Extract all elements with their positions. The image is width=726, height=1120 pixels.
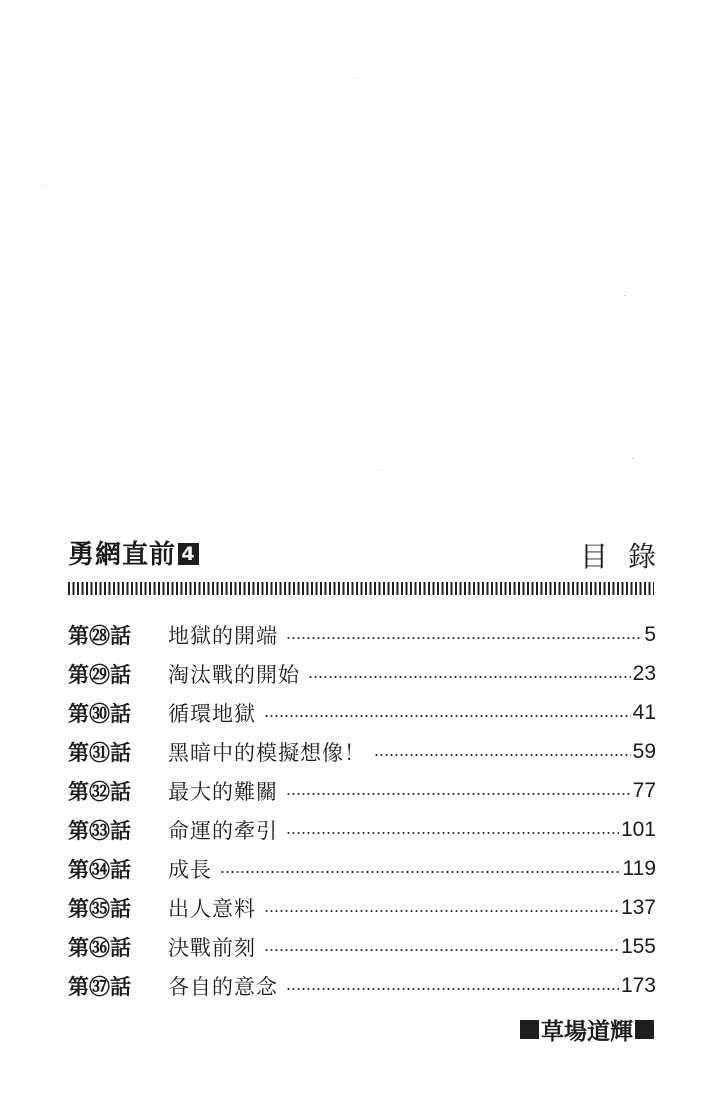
chapter-title: 地獄的開端 [168, 623, 278, 648]
scan-speck [382, 470, 383, 471]
chapter-title: 成長 [168, 857, 212, 882]
chapter-title: 循環地獄 [168, 701, 256, 726]
page-number: 101 [620, 817, 656, 841]
page-number: 77 [632, 778, 656, 802]
episode-number: 第㉚話 [68, 701, 131, 726]
episode-number: 第㉟話 [68, 896, 131, 921]
page-number: 41 [632, 700, 656, 724]
dot-leader [286, 987, 619, 991]
square-bullet-icon [635, 1020, 654, 1039]
chapter-title: 黑暗中的模擬想像！ [168, 740, 366, 765]
page-number: 137 [620, 895, 656, 919]
chapter-entry [68, 810, 656, 849]
dot-leader [286, 792, 631, 796]
chapter-title: 命運的牽引 [168, 818, 278, 843]
book-title-text: 勇網直前 [68, 540, 177, 570]
chapter-title: 出人意料 [168, 896, 256, 921]
scan-speck [632, 458, 633, 459]
dot-leader [220, 870, 621, 874]
episode-number: 第㉛話 [68, 740, 131, 765]
chapter-list [68, 615, 656, 1005]
page-number: 119 [622, 856, 656, 880]
episode-number: 第㉘話 [68, 623, 131, 648]
dot-leader [374, 753, 631, 757]
page-number: 155 [620, 934, 656, 958]
episode-number: 第㉜話 [68, 779, 131, 804]
author-name: 草場道輝 [541, 1019, 633, 1045]
chapter-entry [68, 966, 656, 1005]
volume-badge: 4 [178, 543, 199, 565]
page-number: 59 [632, 739, 656, 763]
dot-leader [264, 948, 619, 952]
episode-number: 第㊲話 [68, 974, 131, 999]
scan-speck [45, 185, 46, 186]
episode-number: 第㉝話 [68, 818, 131, 843]
chapter-title: 各自的意念 [168, 974, 278, 999]
scan-speck [624, 295, 625, 296]
page-number: 173 [620, 973, 656, 997]
chapter-title: 淘汰戰的開始 [168, 662, 300, 687]
chapter-title: 決戰前刻 [168, 935, 256, 960]
dot-leader [286, 636, 642, 640]
page-number: 23 [632, 661, 656, 685]
author-credit [518, 1013, 656, 1046]
episode-number: 第㊱話 [68, 935, 131, 960]
chapter-entry [68, 771, 656, 810]
page-number: 5 [644, 622, 656, 646]
chapter-title: 最大的難關 [168, 779, 278, 804]
toc-header [68, 538, 676, 578]
dot-leader [264, 909, 619, 913]
table-of-contents [68, 538, 676, 1045]
episode-number: 第㉙話 [68, 662, 131, 687]
dot-leader [308, 675, 631, 679]
decorative-barcode-divider [68, 582, 654, 595]
dot-leader [286, 831, 619, 835]
chapter-entry [68, 849, 656, 888]
chapter-entry [68, 654, 656, 693]
chapter-entry [68, 693, 656, 732]
chapter-entry [68, 615, 656, 654]
square-bullet-icon [520, 1020, 539, 1039]
book-title [68, 538, 199, 572]
chapter-entry [68, 732, 656, 771]
chapter-entry [68, 927, 656, 966]
episode-number: 第㉞話 [68, 857, 131, 882]
chapter-entry [68, 888, 656, 927]
scan-speck [358, 78, 359, 79]
toc-heading: 目錄 [579, 540, 676, 573]
dot-leader [264, 714, 631, 718]
